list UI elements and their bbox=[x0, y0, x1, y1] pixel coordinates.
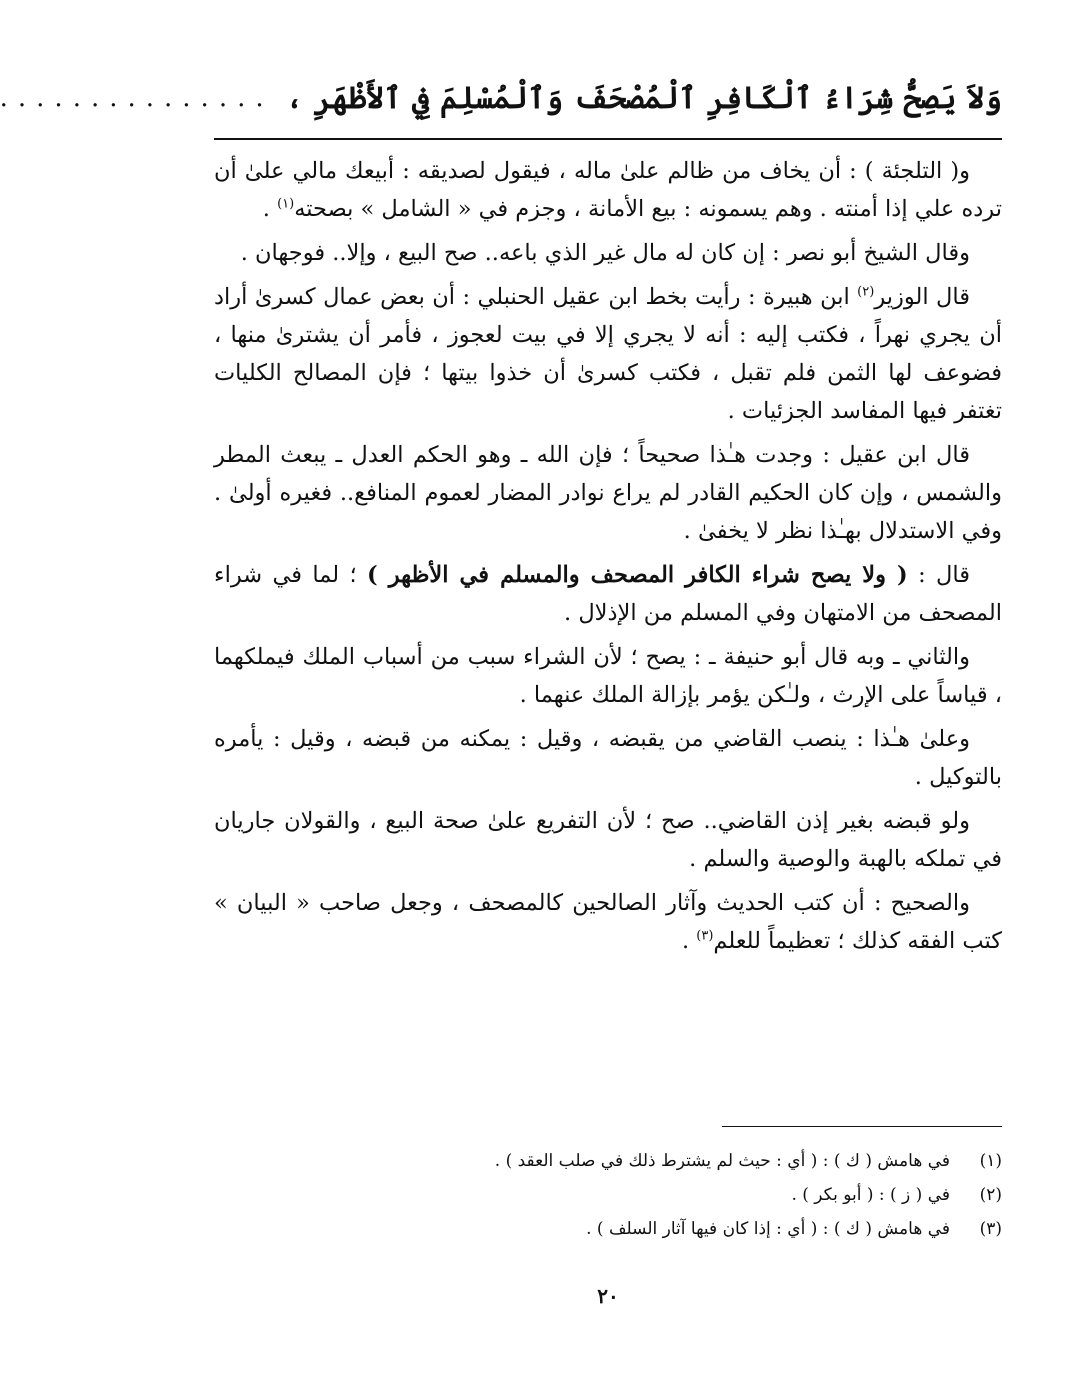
footnote bbox=[214, 1212, 1002, 1246]
footnote-number: (٣) bbox=[979, 1219, 1002, 1239]
paragraph-text: قال ابن عقيل : وجدت هـٰذا صحيحاً ؛ فإن الله ـ وهو الحكم العدل ـ يبعث المطر والشمس ، وإن كان الحكيم القادر لم يراع نوادر المضار لعموم المنافع.. فغيره أولىٰ . وفي الاستدلال بهـٰذا نظر لا يخفىٰ . bbox=[214, 442, 1002, 544]
paragraph-qadi bbox=[214, 720, 1002, 796]
paragraph-text: ولو قبضه بغير إذن القاضي.. صح ؛ لأن التفريع علىٰ صحة البيع ، والقولان جاريان في تملكه بالهبة والوصية والسلم . bbox=[214, 808, 1002, 872]
running-head bbox=[0, 68, 1002, 128]
paragraph-text: وقال الشيخ أبو نصر : إن كان له مال غير الذي باعه.. صح البيع ، وإلا.. فوجهان . bbox=[240, 240, 970, 266]
footnote bbox=[214, 1144, 1002, 1178]
paragraph-wazir bbox=[214, 278, 1002, 430]
footnote-ref[interactable]: (١) bbox=[277, 196, 295, 212]
footnote-text: في هامش ( ك ) : ( أي : إذا كان فيها آثار السلف ) . bbox=[586, 1219, 950, 1239]
footnote-text: في ( ز ) : ( أبو بكر ) . bbox=[791, 1185, 950, 1205]
paragraph-second-view bbox=[214, 638, 1002, 714]
footnote-rule bbox=[722, 1126, 1002, 1127]
paragraph-text: والصحيح : أن كتب الحديث وآثار الصالحين كالمصحف ، وجعل صاحب « البيان » كتب الفقه كذلك ؛ تعظيماً للعلم bbox=[214, 890, 1002, 954]
matn-quote: ( ولا يصح شراء الكافر المصحف والمسلم في الأظهر ) bbox=[367, 562, 908, 588]
page-number: ٢٠ bbox=[597, 1284, 619, 1308]
paragraph-talji-a bbox=[214, 152, 1002, 228]
header-rule bbox=[214, 138, 1002, 140]
footnote-ref[interactable]: (٢) bbox=[857, 284, 875, 300]
paragraph-text: وعلىٰ هـٰذا : ينصب القاضي من يقبضه ، وقيل : يمكنه من قبضه ، وقيل : يأمره بالتوكيل . bbox=[214, 726, 1002, 790]
paragraph-sahih bbox=[214, 884, 1002, 960]
footnote-number: (١) bbox=[979, 1151, 1002, 1171]
paragraph-text: و( التلجئة ) : أن يخاف من ظالم علىٰ ماله ، فيقول لصديقه : أبيعك مالي علىٰ أن ترده علي إذا أمنته . وهم يسمونه : بيع الأمانة ، وجزم في « الشامل » بصحته bbox=[214, 158, 1002, 222]
running-head-dots: ............... bbox=[0, 83, 274, 113]
running-head-title: وَلاَ يَصِحُّ شِرَاءُ ٱلْكَافِرِ ٱلْمُصْحَفَ وَٱلْمُسْلِمَ فِي ٱلأَظْهَرِ ، bbox=[285, 80, 1002, 116]
footnotes bbox=[214, 1144, 1002, 1246]
paragraph-matn bbox=[214, 556, 1002, 632]
paragraph-lead: قال : bbox=[907, 562, 971, 588]
paragraph-tail: . bbox=[262, 196, 278, 222]
paragraph-text: ؛ لما في شراء المصحف من الامتهان وفي المسلم من الإذلال . bbox=[214, 562, 1002, 626]
footnote bbox=[214, 1178, 1002, 1212]
footnote-number: (٢) bbox=[979, 1185, 1002, 1205]
paragraph-tail: . bbox=[681, 928, 697, 954]
body-text bbox=[214, 152, 1002, 966]
paragraph-qabd bbox=[214, 802, 1002, 878]
footnote-text: في هامش ( ك ) : ( أي : حيث لم يشترط ذلك في صلب العقد ) . bbox=[494, 1151, 950, 1171]
paragraph-text: قال الوزير bbox=[874, 284, 970, 310]
paragraph-text: والثاني ـ وبه قال أبو حنيفة ـ : يصح ؛ لأن الشراء سبب من أسباب الملك فيملكهما ، قياساً على الإرث ، ولـٰكن يؤمر بإزالة الملك عنهما . bbox=[214, 644, 1002, 708]
paragraph-ibn-aqil bbox=[214, 436, 1002, 550]
paragraph-abu-nasr bbox=[214, 234, 1002, 272]
paragraph-tail: ابن هبيرة : رأيت بخط ابن عقيل الحنبلي : أن بعض عمال كسرىٰ أراد أن يجري نهراً ، فكتب إليه : أنه لا يجري إلا في بيت لعجوز ، فأمر أن يشترىٰ منها ، فضوعف لها الثمن فلم تقبل ، فكتب كسرىٰ أن خذوا بيتها ؛ فإن المصالح الكليات تغتفر فيها المفاسد الجزئيات . bbox=[214, 284, 1002, 424]
footnote-ref[interactable]: (٣) bbox=[696, 928, 714, 944]
